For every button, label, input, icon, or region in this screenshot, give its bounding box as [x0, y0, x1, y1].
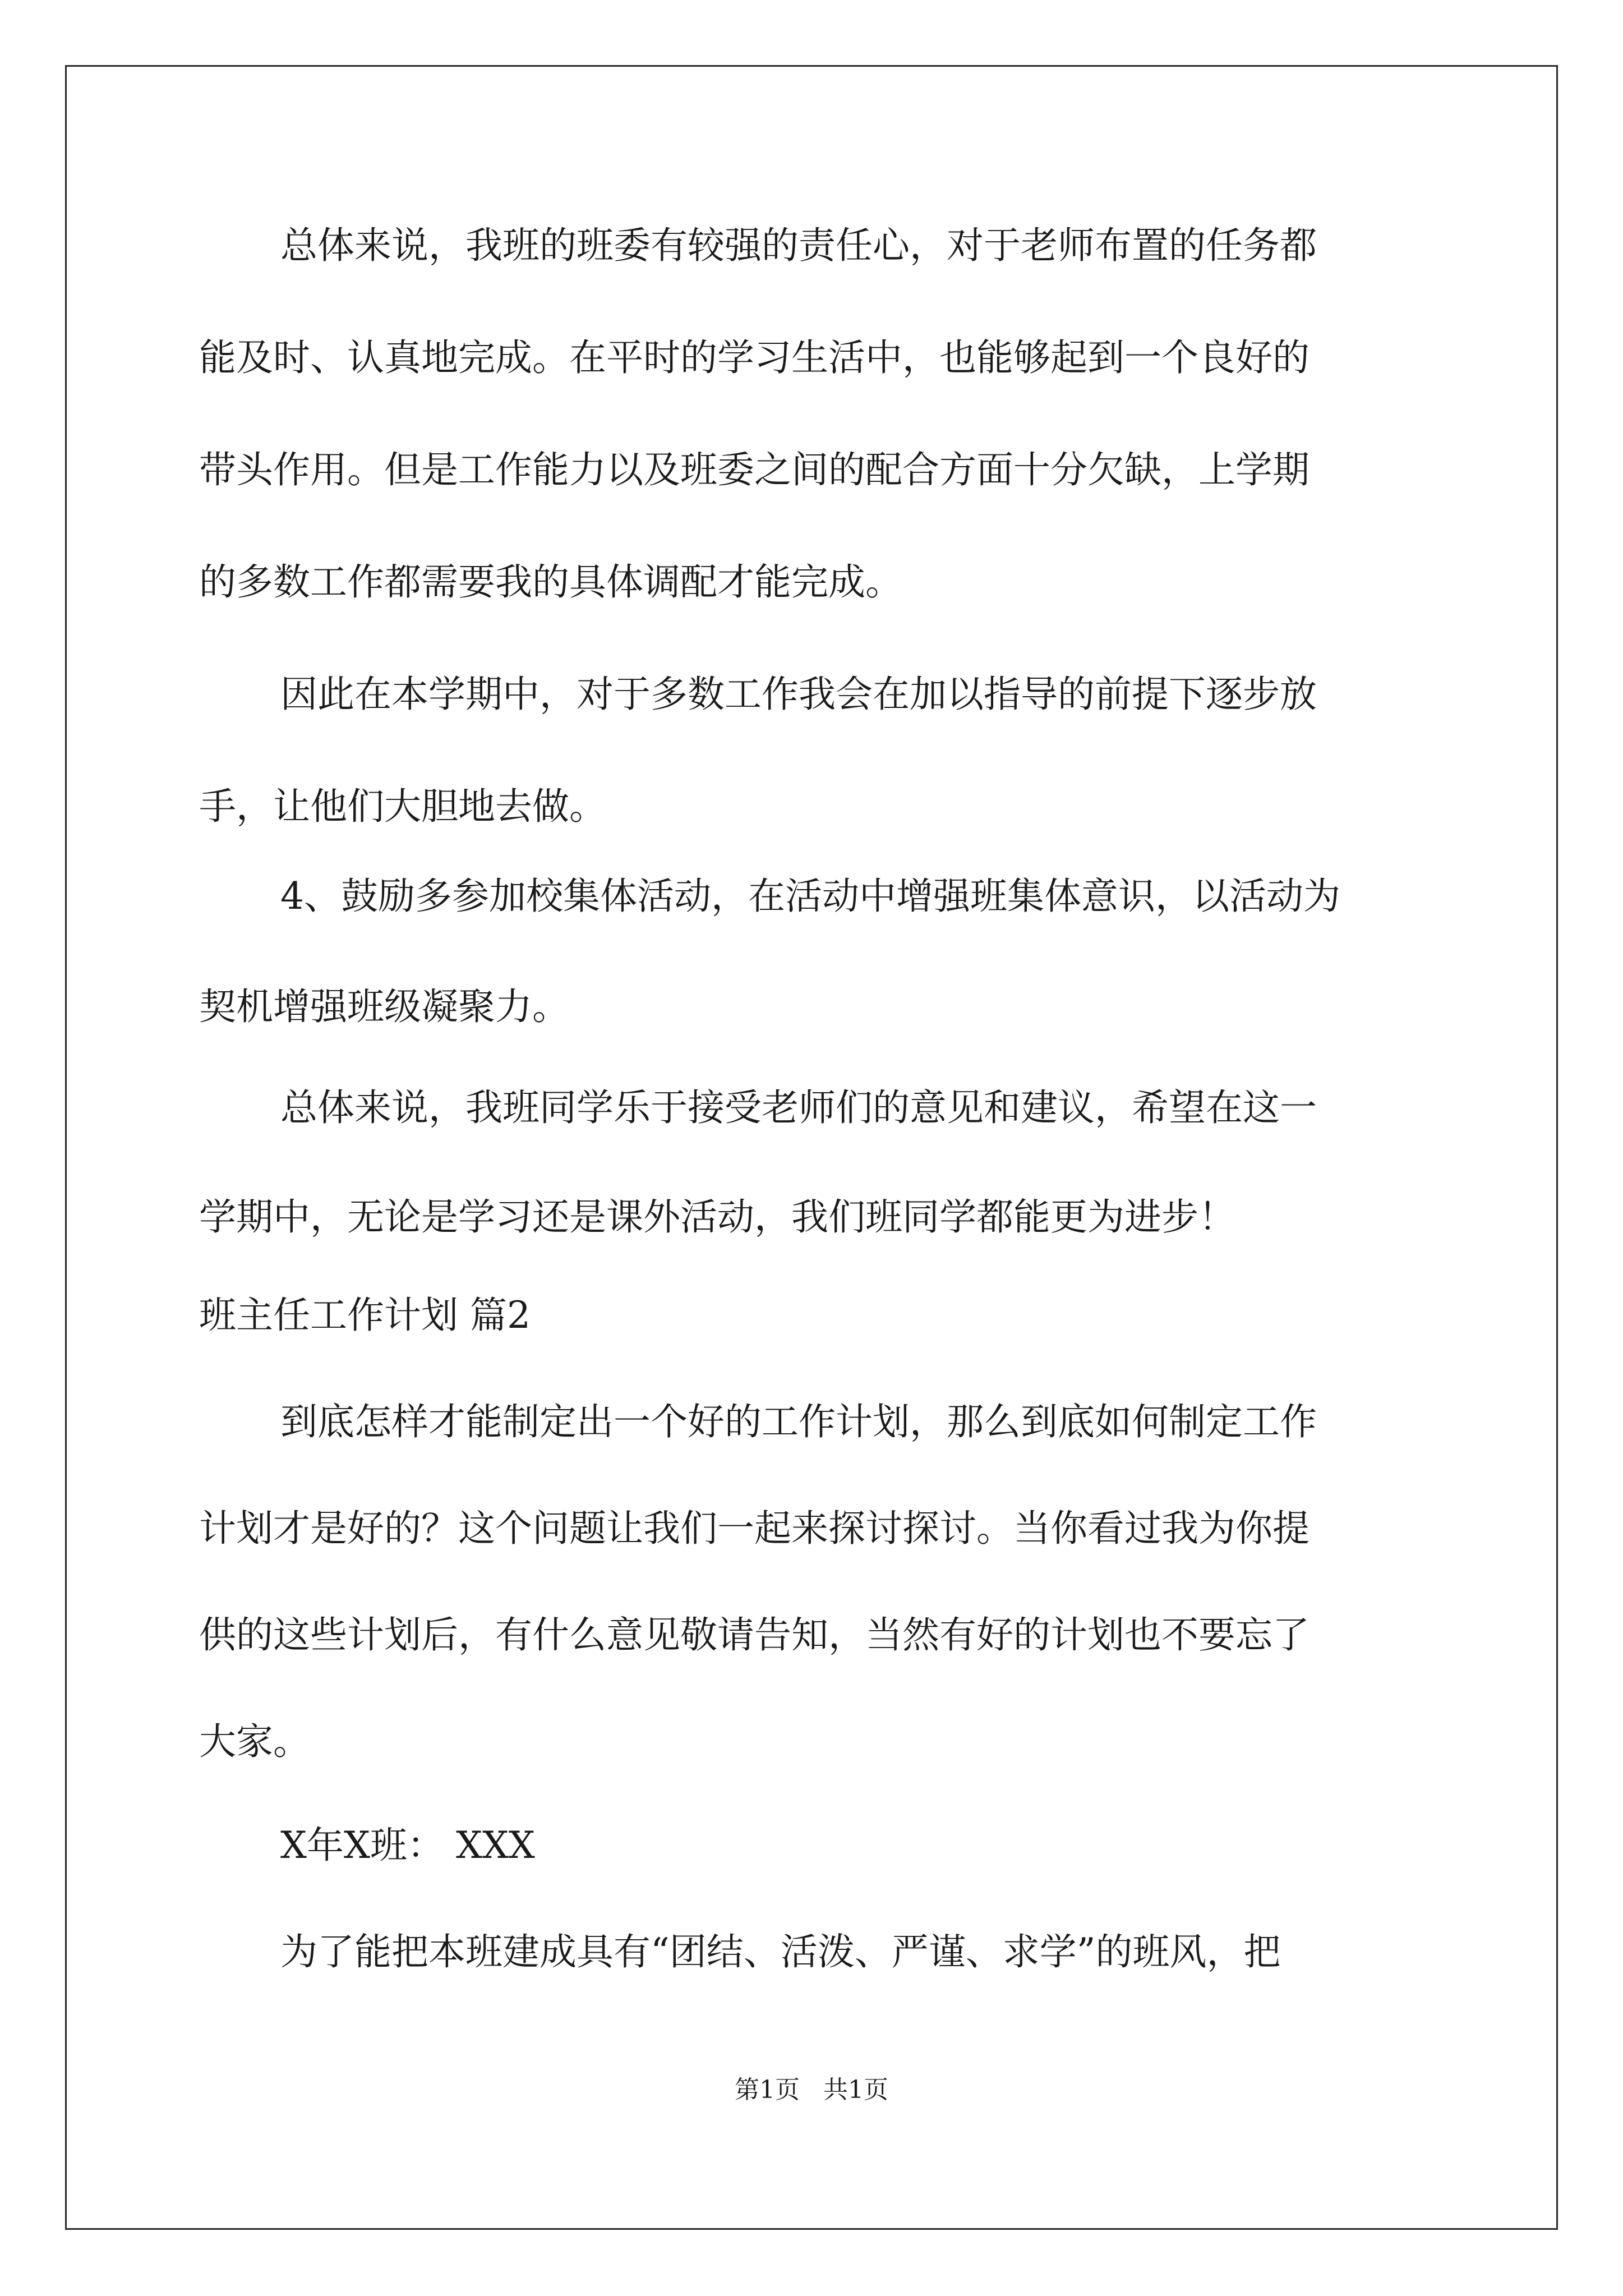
paragraph-5-line-2: 计划才是好的？这个问题让我们一起来探讨探讨。当你看过我为你提 — [199, 1507, 1310, 1550]
page-footer: 第1页 共1页 — [735, 2076, 888, 2104]
paragraph-5-line-3: 供的这些计划后，有什么意见敬请告知，当然有好的计划也不要忘了 — [199, 1613, 1310, 1657]
paragraph-1-line-2: 能及时、认真地完成。在平时的学习生活中，也能够起到一个良好的 — [199, 336, 1310, 379]
paragraph-1-line-3: 带头作用。但是工作能力以及班委之间的配合方面十分欠缺，上学期 — [199, 448, 1310, 491]
paragraph-2-line-2: 手，让他们大胆地去做。 — [199, 785, 606, 828]
paragraph-4-line-2: 学期中，无论是学习还是课外活动，我们班同学都能更为进步！ — [199, 1195, 1235, 1239]
paragraph-2-line-1: 因此在本学期中，对于多数工作我会在加以指导的前提下逐步放 — [280, 673, 1317, 716]
paragraph-4-line-1: 总体来说，我班同学乐于接受老师们的意见和建议，希望在这一 — [280, 1086, 1317, 1129]
paragraph-5-line-1: 到底怎样才能制定出一个好的工作计划，那么到底如何制定工作 — [280, 1400, 1317, 1443]
paragraph-3-line-2: 契机增强班级凝聚力。 — [199, 985, 569, 1028]
paragraph-1-line-1: 总体来说，我班的班委有较强的责任心，对于老师布置的任务都 — [280, 224, 1317, 267]
page-border — [65, 65, 1558, 2230]
paragraph-3-line-1: 4、鼓励多参加校集体活动，在活动中增强班集体意识，以活动为 — [280, 875, 1340, 918]
paragraph-7-line-1: 为了能把本班建成具有“团结、活泼、严谨、求学”的班风，把 — [280, 1930, 1281, 1973]
paragraph-5-line-4: 大家。 — [199, 1720, 310, 1763]
class-info-line: X年X班： XXX — [280, 1824, 535, 1867]
section-heading: 班主任工作计划 篇2 — [199, 1294, 531, 1337]
paragraph-1-line-4: 的多数工作都需要我的具体调配才能完成。 — [199, 560, 902, 604]
